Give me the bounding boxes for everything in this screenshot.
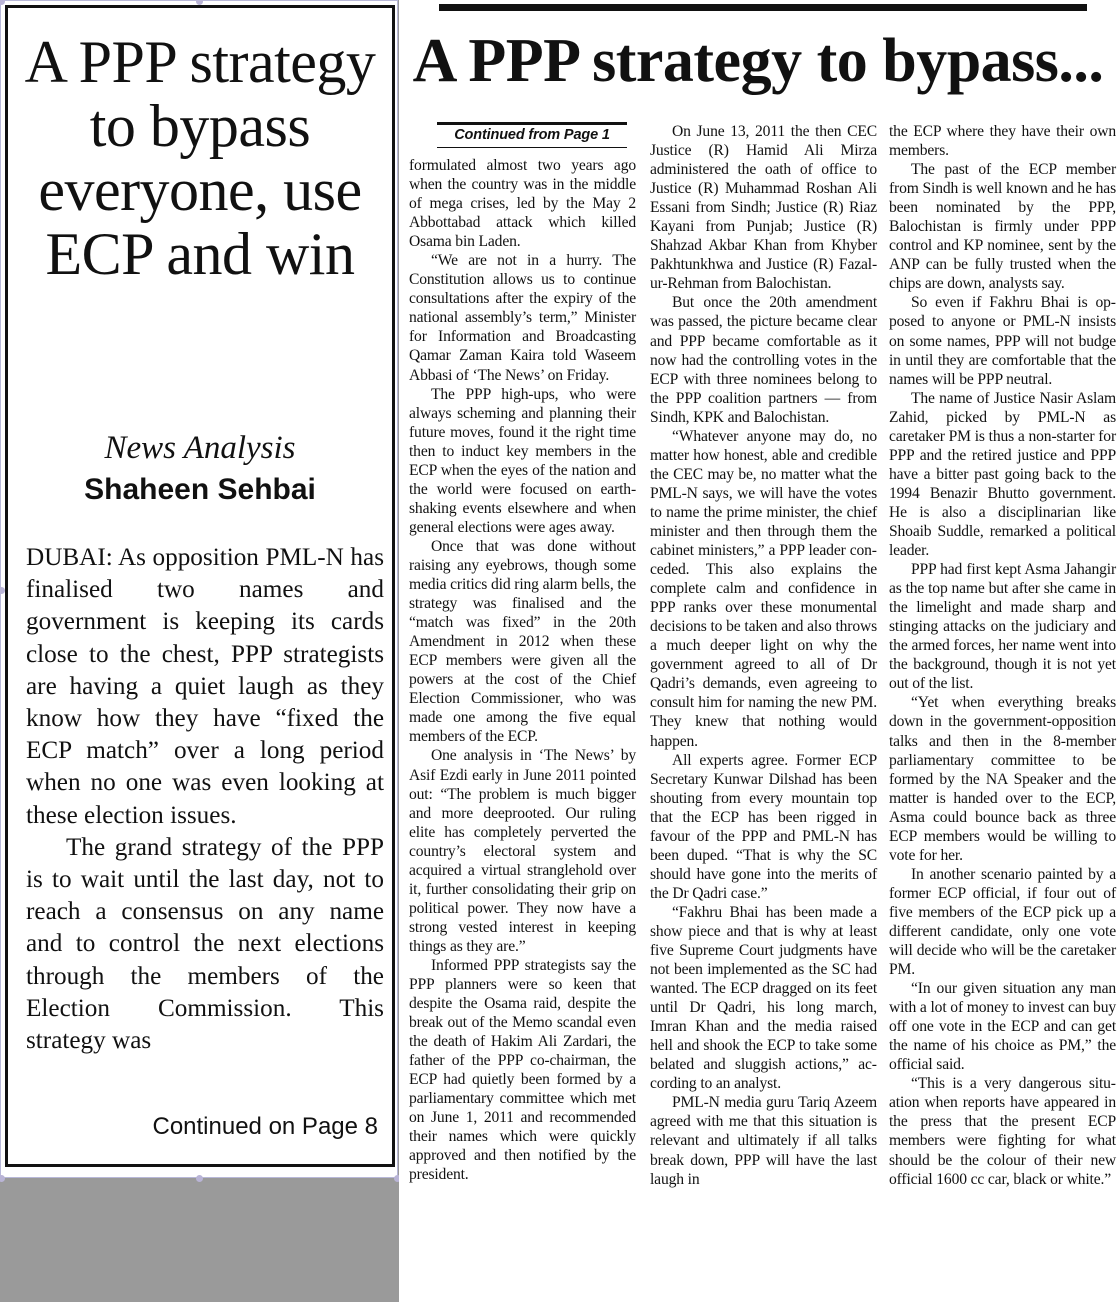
front-page-headline: A PPP strategy to bypass everyone, use ECP and win: [24, 29, 376, 287]
front-page-paragraph: The grand strategy of the PPP is to wait until the last day, not to reach a consensus on any name and to control the next elections through the members of the Election Commission. This strategy was: [26, 833, 384, 1055]
continuation-headline: A PPP strategy to bypass...: [412, 27, 1104, 95]
paragraph: One analysis in ‘The News’ by Asif Ezdi early in June 2011 pointed out: “The problem is much bigger and more deeprooted. Our ruling elite has completely perverted the country’s electoral system and acquired a virtual stranglehold over it, further consolidating their grip on political power. They now have a strong vested interest in keeping things as they are.”: [409, 747, 636, 955]
paragraph: Once that was done without raising any eyebrows, though some media critics did ring alarm bells, the strategy was finalised and the “match was fixed” in the 20th Amendment in 2012 when these ECP members were given all the powers at the cost of the Chief Election Commissioner, who was made one among the five equal members of the ECP.: [409, 537, 636, 746]
paragraph: “Whatever anyone may do, no matter how honest, able and credible the CEC may be, no matter what the PML-N says, we will have the votes to name the prime minister, the chief minister and then through them the cabinet ministers,” a PPP leader conceded. This also explains the complete calm and confidence in PPP ranks over these monumental decisions to be taken and also throws a much deeper light on why the government agreed to all of Dr Qadri’s demands, even agreeing to consult him for naming the new PM. They knew that nothing would happen.: [650, 427, 877, 750]
byline: Shaheen Sehbai: [84, 473, 316, 506]
selection-handle[interactable]: [0, 1175, 5, 1182]
paragraph: In another scenario painted by a former ECP official, if four out of five members of the ECP pick up a different candidate, only one vote will decide who will be the caretaker PM.: [889, 865, 1116, 979]
article-column-3: [889, 122, 1116, 1189]
paragraph: But once the 20th amendment was passed, the picture became clear and PPP became comfortable as it now had the controlling votes in the ECP with three nominees belong to the PPP coalition partners — from Sindh, KPK and Balochistan.: [650, 294, 877, 426]
paragraph: The PPP high-ups, who were always scheming and planning their future moves, found it the right time then to induct key members in the ECP when the eyes of the nation and the world were focused on earth-shaking events elsewhere and when general elections were ages away.: [409, 385, 636, 536]
paragraph: “This is a very dangerous situation when reports have appeared in the press that the present ECP members were fighting for what should be the colour of their new official 1600 cc car, black or white.”: [889, 1075, 1116, 1188]
paragraph: The past of the ECP member from Sindh is well known and he has been nominated by the PPP, Balochistan is firmly under PPP control and KP nominee, sent by the ANP can be fully trusted when the chips are down, analysts say.: [889, 161, 1116, 293]
top-rule: [439, 4, 1087, 11]
paragraph: “Fakhru Bhai has been made a show piece and that is why at least five Supreme Court judgments have not been implemented as the SC had wanted. The ECP dragged on its feet until Dr Qadri, his long march, Imran Khan and the media raised hell and shook the ECP to take some belated and sluggish actions,” according to an analyst.: [650, 903, 877, 1093]
front-page-clipping: [0, 0, 398, 1178]
paragraph: All experts agree. Former ECP Secretary Kunwar Dilshad has been shouting from every mountain top that the ECP has been rigged in favour of the PPP and PML-N has been duped. “That is why the SC should have gone into the merits of the Dr Qadri case.”: [650, 751, 877, 902]
paragraph: the ECP where they have their own members.: [889, 123, 1116, 160]
paragraph: “Yet when everything breaks down in the government-opposition talks and then in the 8-member parliamentary committee to be formed by the NA Speaker and the matter is handed over to the ECP, Asma could bounce back as three ECP members would be willing to vote for her.: [889, 694, 1116, 864]
front-page-story-box: [5, 5, 395, 1167]
selection-handle[interactable]: [196, 1175, 203, 1182]
paragraph: On June 13, 2011 the then CEC Justice (R) Hamid Ali Mirza administered the oath of office to Justice (R) Muhammad Roshan Ali Essani from Sindh; Justice (R) Riaz Kayani from Punjab; Justice (R) Shahzad Akbar Khan from Khyber Pakhtunkhwa and Justice (R) Fazal-ur-Rehman from Balochistan.: [650, 123, 877, 293]
paragraph: The name of Justice Nasir Aslam Zahid, picked by PML-N as caretaker PM is thus a non-starter for PPP and the retired justice and PPP have a bitter past going back to the 1994 Benazir Bhutto government. He is also a disciplinarian like Shoaib Suddle, remarked a political leader.: [889, 389, 1116, 560]
continuation-page: [399, 0, 1117, 1302]
paragraph: PML-N media guru Tariq Azeem agreed with me that this situation is relevant and ultimately if all talks break down, PPP will have the last laugh in: [650, 1094, 877, 1188]
continued-from-label: Continued from Page 1: [437, 122, 627, 148]
paragraph: Informed PPP strategists say the PPP planners were so keen that despite the Osama raid, despite the break out of the Memo scandal even the death of Hakim Ali Zardari, the father of the PPP co-chairman, the ECP had quietly been formed by a parliamentary committee which met on June 1, 2011 and recommended their names which were quickly approved and then notified by the president.: [409, 956, 636, 1184]
paragraph: formulated almost two years ago when the country was in the middle of mega crises, led by the May 2 Abbottabad attack which killed Osama bin Laden.: [409, 157, 636, 251]
article-column-2: [650, 122, 877, 1189]
article-column-1: [409, 122, 636, 1185]
paragraph: PPP had first kept Asma Jahangir as the top name but after she came in the limelight and made sharp and stinging attacks on the judiciary and the armed forces, her name went into the background, though it is not yet out of the list.: [889, 561, 1116, 693]
paragraph: “We are not in a hurry. The Constitution allows us to continue consultations after the expiry of the national assembly’s term,” Minister for Information and Broadcasting Qamar Zaman Kaira told Waseem Abbasi of ‘The News’ on Friday.: [409, 252, 636, 384]
paragraph: So even if Fakhru Bhai is opposed to anyone or PML-N insists on some names, PPP will not budge in until they are comfortable that the names will be PPP neutral.: [889, 294, 1116, 388]
continued-on-label: Continued on Page 8: [152, 1113, 378, 1140]
front-page-body: [26, 542, 384, 1057]
paragraph: “In our given situation any man with a lot of money to invest can buy off one vote in the ECP and can get the name of his choice as PM,” the official said.: [889, 980, 1116, 1074]
news-analysis-label: News Analysis: [104, 430, 296, 466]
front-page-paragraph: DUBAI: As opposition PML-N has finalised two names and government is keeping its cards close to the chest, PPP strategists are having a quiet laugh as they know how they have “fixed the ECP match” over a long period when no one was even looking at these election issues.: [26, 544, 384, 829]
